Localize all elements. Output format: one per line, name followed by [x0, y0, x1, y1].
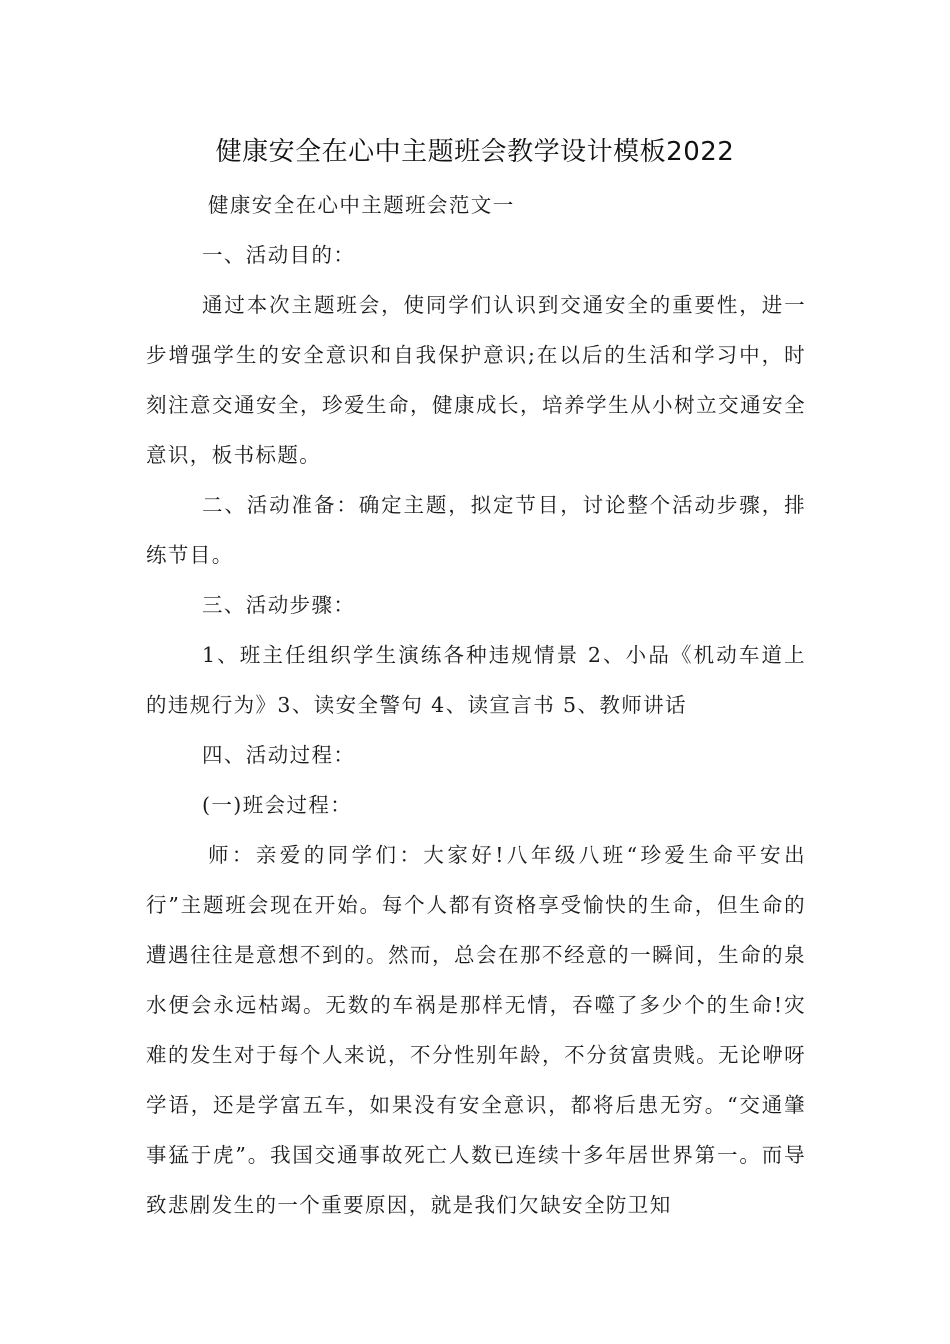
paragraph-purpose: 通过本次主题班会，使同学们认识到交通安全的重要性，进一步增强学生的安全意识和自我保护意识;在以后的生活和学习中，时刻注意交通安全，珍爱生命，健康成长，培养学生从小树立交通安全意识，板书标题。 — [146, 293, 806, 467]
paragraph-steps: 1、班主任组织学生演练各种违规情景 2、小品《机动车道上的违规行为》3、读安全警句 4、读宣言书 5、教师讲话 — [146, 643, 806, 717]
paragraph-section-1-heading: 一、活动目的： — [202, 243, 356, 267]
paragraph-subsection-heading: (一)班会过程： — [202, 793, 353, 817]
document-body — [146, 180, 806, 1230]
paragraph-teacher-speech: 师：亲爱的同学们：大家好!八年级八班“珍爱生命平安出行”主题班会现在开始。每个人都有资格享受愉快的生命，但生命的遭遇往往是意想不到的。然而，总会在那不经意的一瞬间，生命的泉水便会永远枯竭。无数的车祸是那样无情，吞噬了多少个的生命!灾难的发生对于每个人来说，不分性别年龄，不分贫富贵贱。无论咿呀学语，还是学富五车，如果没有安全意识，都将后患无穷。“交通肇事猛于虎”。我国交通事故死亡人数已连续十多年居世界第一。而导致悲剧发生的一个重要原因，就是我们欠缺安全防卫知 — [146, 843, 806, 1217]
document-title: 健康安全在心中主题班会教学设计模板2022 — [215, 137, 735, 167]
document-subtitle: 健康安全在心中主题班会范文一 — [208, 193, 515, 217]
paragraph-preparation: 二、活动准备：确定主题，拟定节目，讨论整个活动步骤，排练节目。 — [146, 493, 806, 567]
paragraph-section-3-heading: 三、活动步骤： — [202, 593, 356, 617]
paragraph-section-4-heading: 四、活动过程： — [202, 743, 356, 767]
